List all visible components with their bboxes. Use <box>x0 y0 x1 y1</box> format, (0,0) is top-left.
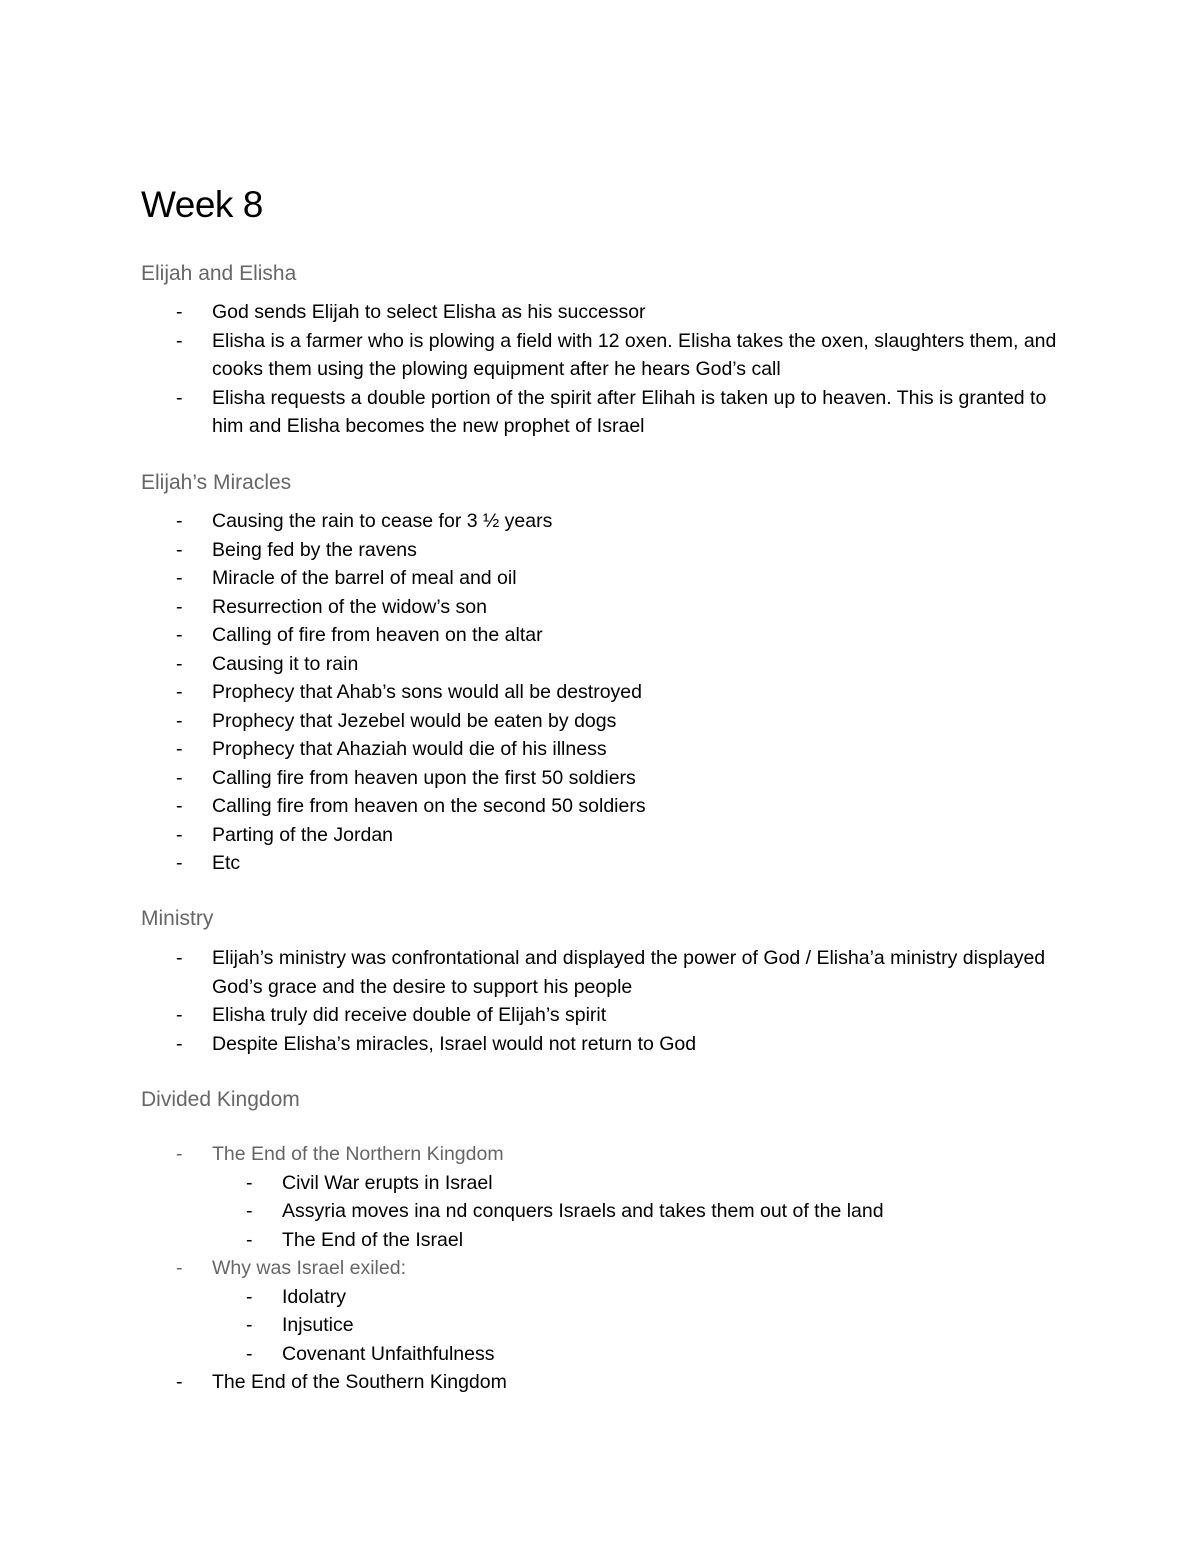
list-item: - Elisha is a farmer who is plowing a field with 12 oxen. Elisha takes the oxen, slaughters them, and cooks them using the plowing equipment after he hears God’s call <box>141 327 1061 384</box>
bullet-dash: - <box>176 738 183 760</box>
list-item: - Elisha requests a double portion of the spirit after Elihah is taken up to heaven. This is granted to him and Elisha becomes the new prophet of Israel <box>141 384 1061 441</box>
list-item: - Etc <box>141 849 1061 878</box>
bullet-dash: - <box>246 1200 253 1222</box>
bullet-dash: - <box>176 1004 183 1026</box>
list-item: - Causing it to rain <box>141 650 1061 679</box>
bullet-dash: - <box>176 301 183 323</box>
list-item: - Why was Israel exiled: <box>141 1254 1061 1283</box>
page-title: Week 8 <box>141 184 263 225</box>
list-divided-kingdom <box>141 1140 1061 1397</box>
bullet-dash: - <box>176 1371 183 1393</box>
list-item: - Miracle of the barrel of meal and oil <box>141 564 1061 593</box>
list-item: - Civil War erupts in Israel <box>141 1169 1061 1198</box>
bullet-dash: - <box>176 567 183 589</box>
bullet-dash: - <box>246 1342 253 1365</box>
bullet-dash: - <box>176 709 183 732</box>
list-item: - Injsutice <box>141 1311 1061 1340</box>
list-item: - Idolatry <box>141 1283 1061 1312</box>
list-item: - Resurrection of the widow’s son <box>141 593 1061 622</box>
list-item: - Parting of the Jordan <box>141 821 1061 850</box>
list-item: - Elisha truly did receive double of Elijah’s spirit <box>141 1001 1061 1030</box>
bullet-dash: - <box>176 652 183 675</box>
bullet-dash: - <box>176 795 183 817</box>
bullet-dash: - <box>176 1143 183 1165</box>
list-item: - Calling fire from heaven upon the first 50 soldiers <box>141 764 1061 793</box>
list-item: - Being fed by the ravens <box>141 536 1061 565</box>
list-item: - Calling fire from heaven on the second 50 soldiers <box>141 792 1061 821</box>
bullet-dash: - <box>176 1032 183 1055</box>
list-item: - Prophecy that Ahaziah would die of his illness <box>141 735 1061 764</box>
bullet-dash: - <box>176 329 183 352</box>
bullet-dash: - <box>246 1314 253 1336</box>
list-item: - Calling of fire from heaven on the altar <box>141 621 1061 650</box>
section-heading-elijahs-miracles: Elijah’s Miracles <box>141 471 292 494</box>
bullet-dash: - <box>176 852 183 874</box>
bullet-dash: - <box>176 947 183 969</box>
bullet-dash: - <box>176 386 183 409</box>
list-item: - The End of the Israel <box>141 1226 1061 1255</box>
bullet-dash: - <box>176 538 183 561</box>
section-heading-elijah-and-elisha: Elijah and Elisha <box>141 262 297 285</box>
list-item: - God sends Elijah to select Elisha as his successor <box>141 298 1061 327</box>
list-item: - Covenant Unfaithfulness <box>141 1340 1061 1369</box>
bullet-dash: - <box>246 1285 253 1308</box>
bullet-dash: - <box>176 510 183 532</box>
bullet-dash: - <box>176 624 183 646</box>
list-elijah-and-elisha <box>141 298 1061 441</box>
list-item: - Elijah’s ministry was confrontational and displayed the power of God / Elisha’a ministry displayed God’s grace and the desire to support his people <box>141 944 1061 1001</box>
list-item: - Assyria moves ina nd conquers Israels and takes them out of the land <box>141 1197 1061 1226</box>
bullet-dash: - <box>176 1257 183 1279</box>
list-elijahs-miracles <box>141 507 1061 878</box>
bullet-dash: - <box>176 595 183 618</box>
section-heading-divided-kingdom: Divided Kingdom <box>141 1088 300 1111</box>
bullet-dash: - <box>176 766 183 789</box>
bullet-dash: - <box>246 1171 253 1194</box>
bullet-dash: - <box>176 823 183 846</box>
list-item: - The End of the Northern Kingdom <box>141 1140 1061 1169</box>
list-item: - Prophecy that Jezebel would be eaten by dogs <box>141 707 1061 736</box>
list-item: - Despite Elisha’s miracles, Israel would not return to God <box>141 1030 1061 1059</box>
section-heading-ministry: Ministry <box>141 907 214 930</box>
list-ministry <box>141 944 1061 1058</box>
list-item: - Prophecy that Ahab’s sons would all be destroyed <box>141 678 1061 707</box>
bullet-dash: - <box>176 681 183 703</box>
bullet-dash: - <box>246 1228 253 1251</box>
list-item: - The End of the Southern Kingdom <box>141 1368 1061 1397</box>
list-item: - Causing the rain to cease for 3 ½ years <box>141 507 1061 536</box>
